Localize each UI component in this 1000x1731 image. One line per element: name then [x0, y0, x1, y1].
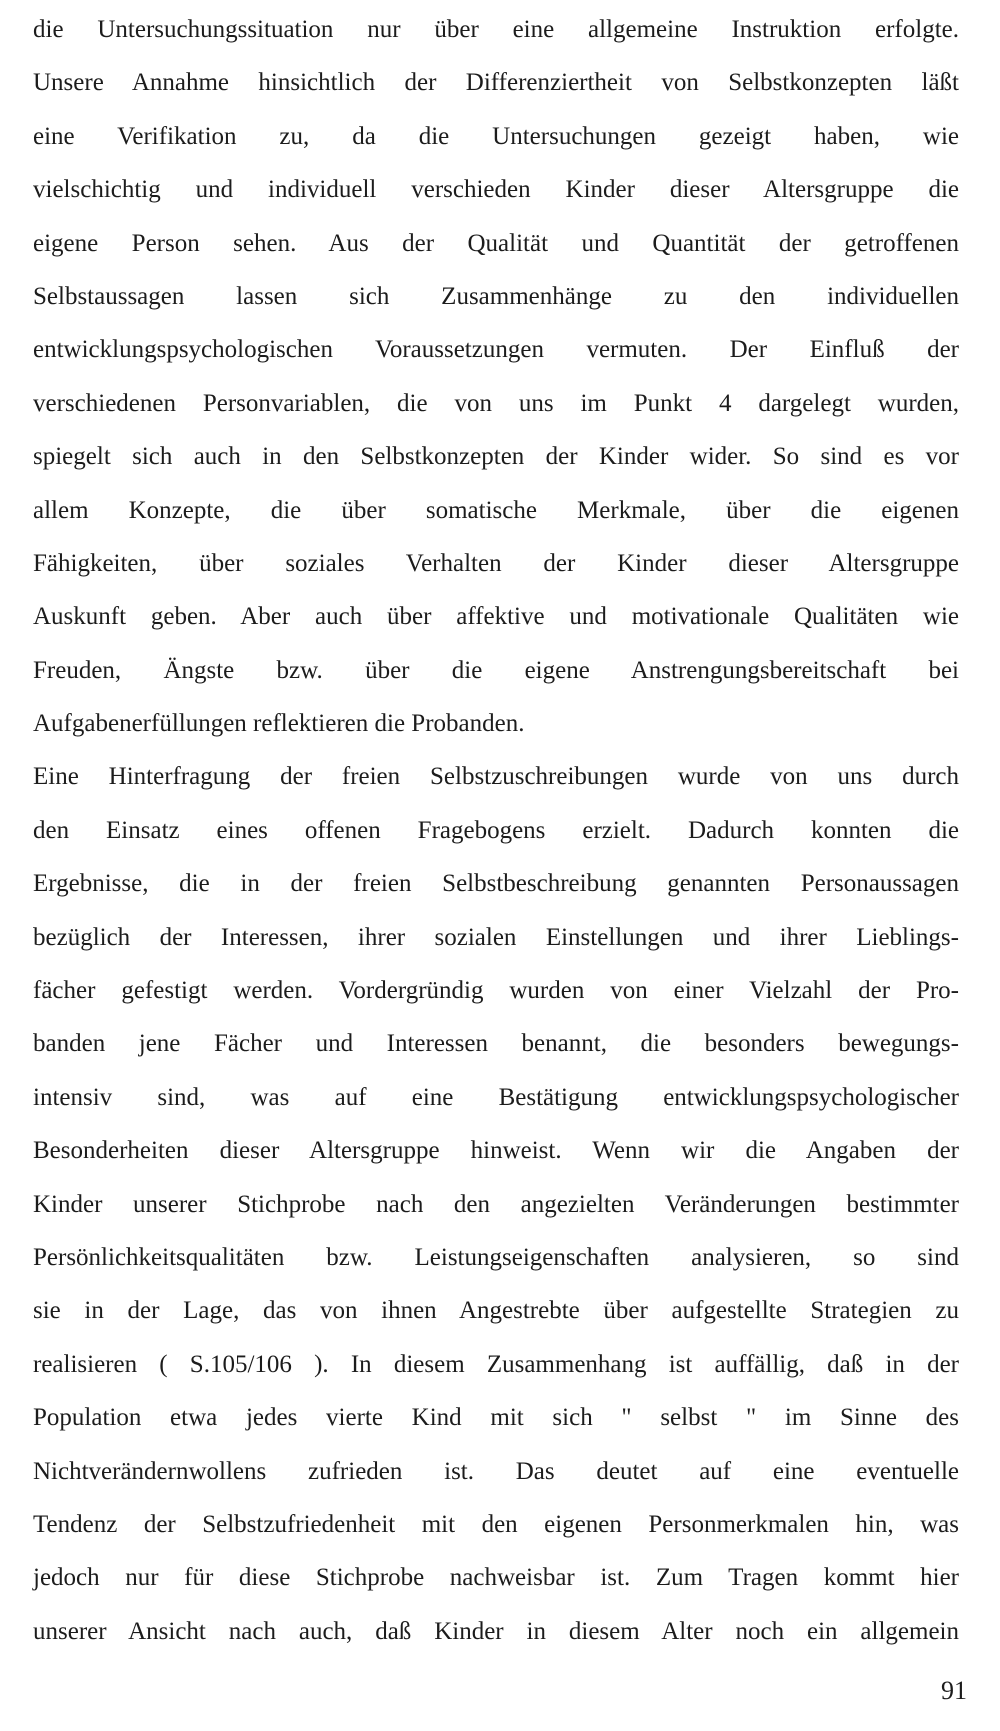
- body-text: [33, 3, 959, 1658]
- text-line: verschiedenen Personvariablen, die von uns im Punkt 4 dargelegt wurden,: [33, 389, 959, 417]
- text-line: Selbstaussagen lassen sich Zusammenhänge zu den individuellen: [33, 282, 959, 310]
- text-line: die Untersuchungssituation nur über eine allgemeine Instruktion erfolgte.: [33, 16, 959, 43]
- text-line: Fähigkeiten, über soziales Verhalten der Kinder dieser Altersgruppe: [33, 549, 959, 577]
- text-line: Freuden, Ängste bzw. über die eigene Anstrengungsbereitschaft bei: [33, 656, 959, 684]
- text-line: Tendenz der Selbstzufriedenheit mit den eigenen Personmerkmalen hin, was: [33, 1510, 959, 1538]
- text-line: allem Konzepte, die über somatische Merkmale, über die eigenen: [33, 496, 959, 524]
- text-line: Persönlichkeitsqualitäten bzw. Leistungseigenschaften analysieren, so sind: [33, 1243, 959, 1271]
- paragraph-2: [33, 750, 959, 1658]
- text-line: entwicklungspsychologischen Voraussetzungen vermuten. Der Einfluß der: [33, 336, 959, 364]
- text-line: sie in der Lage, das von ihnen Angestrebte über aufgestellte Strategien zu: [33, 1297, 959, 1325]
- text-line: Nichtverändernwollens zufrieden ist. Das deutet auf eine eventuelle: [33, 1457, 959, 1485]
- text-line: Auskunft geben. Aber auch über affektive und motivationale Qualitäten wie: [33, 603, 959, 631]
- text-line: Unsere Annahme hinsichtlich der Differenziertheit von Selbstkonzepten läßt: [33, 69, 959, 97]
- text-line: unserer Ansicht nach auch, daß Kinder in diesem Alter noch ein allgemein: [33, 1617, 959, 1645]
- text-line: vielschichtig und individuell verschieden Kinder dieser Altersgruppe die: [33, 176, 959, 204]
- page-number: 91: [941, 1676, 967, 1705]
- text-line: eigene Person sehen. Aus der Qualität und Quantität der getroffenen: [33, 229, 959, 257]
- text-line: realisieren ( S.105/106 ). In diesem Zusammenhang ist auffällig, daß in der: [33, 1350, 959, 1378]
- text-line: Kinder unserer Stichprobe nach den angezielten Veränderungen bestimmter: [33, 1190, 959, 1218]
- text-line: Aufgabenerfüllungen reflektieren die Probanden.: [33, 710, 525, 738]
- text-line: banden jene Fächer und Interessen benannt, die besonders bewegungs-: [33, 1030, 959, 1058]
- text-line: Eine Hinterfragung der freien Selbstzuschreibungen wurde von uns durch: [33, 763, 959, 791]
- text-line: eine Verifikation zu, da die Untersuchungen gezeigt haben, wie: [33, 122, 959, 150]
- text-line: Ergebnisse, die in der freien Selbstbeschreibung genannten Personaussagen: [33, 870, 959, 898]
- text-line: den Einsatz eines offenen Fragebogens erzielt. Dadurch konnten die: [33, 816, 959, 844]
- text-line: intensiv sind, was auf eine Bestätigung entwicklungspsychologischer: [33, 1083, 959, 1111]
- text-line: jedoch nur für diese Stichprobe nachweisbar ist. Zum Tragen kommt hier: [33, 1564, 959, 1592]
- text-line: spiegelt sich auch in den Selbstkonzepten der Kinder wider. So sind es vor: [33, 443, 959, 471]
- text-line: Besonderheiten dieser Altersgruppe hinweist. Wenn wir die Angaben der: [33, 1137, 959, 1165]
- text-line: fächer gefestigt werden. Vordergründig wurden von einer Vielzahl der Pro-: [33, 977, 959, 1005]
- paragraph-1: [33, 3, 959, 750]
- text-line: Population etwa jedes vierte Kind mit sich " selbst " im Sinne des: [33, 1404, 959, 1432]
- text-line: bezüglich der Interessen, ihrer sozialen Einstellungen und ihrer Lieblings-: [33, 923, 959, 951]
